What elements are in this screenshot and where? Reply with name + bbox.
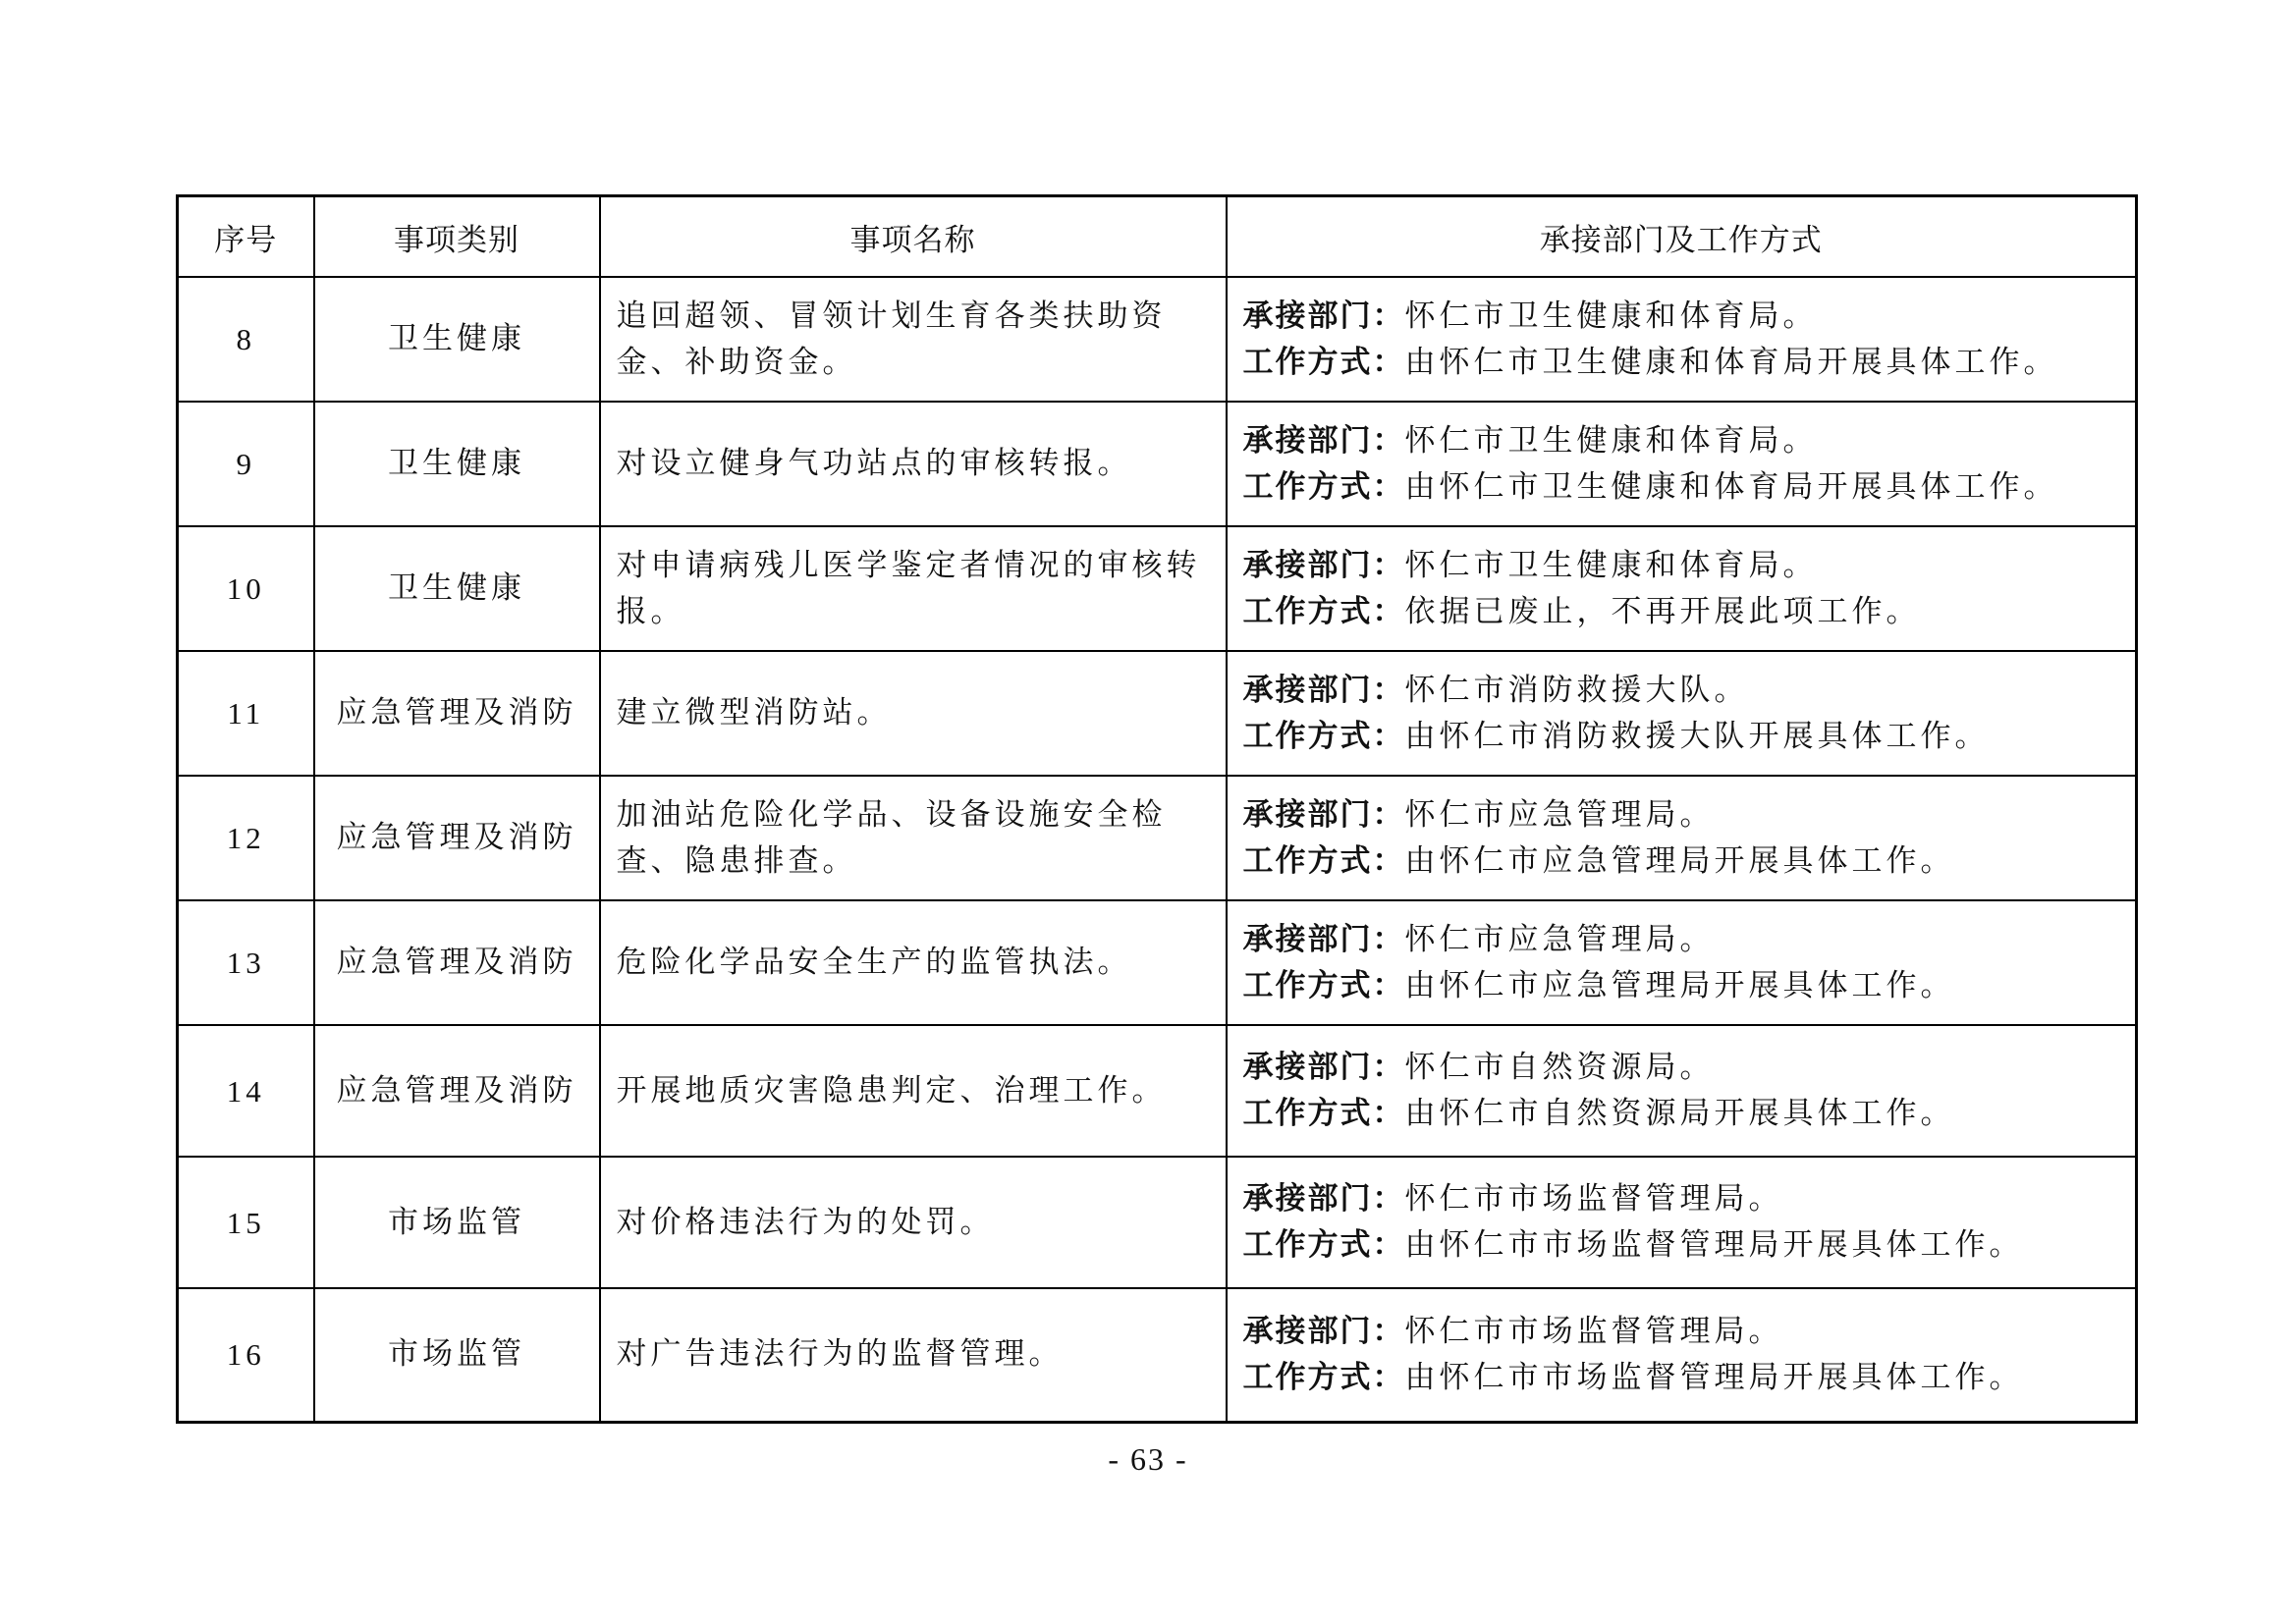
department-line <box>1243 792 2136 839</box>
department-value: 怀仁市市场监督管理局。 <box>1404 1181 1783 1217</box>
page-number: - 63 - <box>1108 1441 1188 1477</box>
method-line <box>1243 340 2136 386</box>
method-label: 工作方式： <box>1242 468 1405 505</box>
header-category: 事项类别 <box>314 196 600 278</box>
method-line <box>1243 1091 2136 1137</box>
department-line <box>1243 294 2136 340</box>
row-category: 应急管理及消防 <box>314 651 600 776</box>
row-number: 15 <box>178 1157 314 1288</box>
method-value: 由怀仁市卫生健康和体育局开展具体工作。 <box>1404 468 2058 505</box>
row-category: 应急管理及消防 <box>314 1025 600 1157</box>
method-value: 由怀仁市消防救援大队开展具体工作。 <box>1404 718 1990 754</box>
row-category: 卫生健康 <box>314 526 600 651</box>
method-line <box>1243 1355 2136 1401</box>
table-row <box>178 1288 2137 1422</box>
row-number: 11 <box>178 651 314 776</box>
method-label: 工作方式： <box>1242 344 1405 380</box>
table-row <box>178 277 2137 402</box>
row-department-method <box>1227 776 2137 900</box>
row-department-method <box>1227 402 2137 526</box>
method-line <box>1243 714 2136 760</box>
header-department-method: 承接部门及工作方式 <box>1227 196 2137 278</box>
department-label: 承接部门： <box>1242 921 1405 957</box>
items-table <box>176 194 2138 1424</box>
department-line <box>1243 543 2136 589</box>
method-value: 由怀仁市应急管理局开展具体工作。 <box>1404 842 1955 879</box>
method-value: 由怀仁市卫生健康和体育局开展具体工作。 <box>1404 344 2058 380</box>
method-label: 工作方式： <box>1242 593 1405 629</box>
row-category: 市场监管 <box>314 1157 600 1288</box>
row-department-method <box>1227 1157 2137 1288</box>
department-value: 怀仁市卫生健康和体育局。 <box>1404 298 1818 334</box>
row-category: 应急管理及消防 <box>314 776 600 900</box>
department-value: 怀仁市卫生健康和体育局。 <box>1404 547 1818 583</box>
row-number: 12 <box>178 776 314 900</box>
department-line <box>1243 1176 2136 1222</box>
department-label: 承接部门： <box>1242 1181 1405 1217</box>
header-item-name: 事项名称 <box>600 196 1227 278</box>
department-value: 怀仁市市场监督管理局。 <box>1404 1313 1783 1349</box>
department-label: 承接部门： <box>1242 672 1405 708</box>
method-value: 依据已废止，不再开展此项工作。 <box>1404 593 1921 629</box>
method-line <box>1243 839 2136 885</box>
department-label: 承接部门： <box>1242 298 1405 334</box>
method-value: 由怀仁市应急管理局开展具体工作。 <box>1404 967 1955 1003</box>
table-row <box>178 900 2137 1025</box>
row-number: 10 <box>178 526 314 651</box>
method-line <box>1243 963 2136 1009</box>
row-department-method <box>1227 651 2137 776</box>
department-value: 怀仁市自然资源局。 <box>1404 1050 1715 1085</box>
department-line <box>1243 917 2136 963</box>
row-category: 卫生健康 <box>314 277 600 402</box>
department-line <box>1243 668 2136 714</box>
table-row <box>178 651 2137 776</box>
header-number: 序号 <box>178 196 314 278</box>
table-row <box>178 1025 2137 1157</box>
method-line <box>1243 589 2136 635</box>
method-value: 由怀仁市市场监督管理局开展具体工作。 <box>1404 1359 2024 1395</box>
row-item-name: 对设立健身气功站点的审核转报。 <box>600 402 1227 526</box>
department-label: 承接部门： <box>1242 422 1405 459</box>
row-number: 8 <box>178 277 314 402</box>
row-category: 应急管理及消防 <box>314 900 600 1025</box>
method-value: 由怀仁市市场监督管理局开展具体工作。 <box>1404 1227 2024 1263</box>
table-row <box>178 1157 2137 1288</box>
table-row <box>178 776 2137 900</box>
department-label: 承接部门： <box>1242 796 1405 833</box>
department-value: 怀仁市应急管理局。 <box>1404 796 1715 833</box>
method-label: 工作方式： <box>1242 1227 1405 1263</box>
row-item-name: 对价格违法行为的处罚。 <box>600 1157 1227 1288</box>
row-item-name: 建立微型消防站。 <box>600 651 1227 776</box>
row-department-method <box>1227 1025 2137 1157</box>
method-label: 工作方式： <box>1242 842 1405 879</box>
row-number: 14 <box>178 1025 314 1157</box>
department-line <box>1243 1309 2136 1355</box>
method-label: 工作方式： <box>1242 1359 1405 1395</box>
method-value: 由怀仁市自然资源局开展具体工作。 <box>1404 1096 1955 1131</box>
row-category: 市场监管 <box>314 1288 600 1422</box>
department-label: 承接部门： <box>1242 547 1405 583</box>
row-item-name: 开展地质灾害隐患判定、治理工作。 <box>600 1025 1227 1157</box>
row-department-method <box>1227 526 2137 651</box>
method-line <box>1243 1222 2136 1269</box>
row-number: 13 <box>178 900 314 1025</box>
row-item-name: 危险化学品安全生产的监管执法。 <box>600 900 1227 1025</box>
row-department-method <box>1227 900 2137 1025</box>
department-value: 怀仁市应急管理局。 <box>1404 921 1715 957</box>
row-department-method <box>1227 277 2137 402</box>
department-label: 承接部门： <box>1242 1313 1405 1349</box>
method-label: 工作方式： <box>1242 718 1405 754</box>
row-number: 9 <box>178 402 314 526</box>
department-value: 怀仁市卫生健康和体育局。 <box>1404 422 1818 459</box>
department-label: 承接部门： <box>1242 1050 1405 1085</box>
method-label: 工作方式： <box>1242 967 1405 1003</box>
method-label: 工作方式： <box>1242 1096 1405 1131</box>
row-department-method <box>1227 1288 2137 1422</box>
table-row <box>178 526 2137 651</box>
department-line <box>1243 1045 2136 1091</box>
row-item-name: 对申请病残儿医学鉴定者情况的审核转报。 <box>600 526 1227 651</box>
row-item-name: 对广告违法行为的监督管理。 <box>600 1288 1227 1422</box>
row-category: 卫生健康 <box>314 402 600 526</box>
department-line <box>1243 418 2136 464</box>
department-value: 怀仁市消防救援大队。 <box>1404 672 1749 708</box>
table-row <box>178 402 2137 526</box>
table-header-row <box>178 196 2137 278</box>
row-item-name: 追回超领、冒领计划生育各类扶助资金、补助资金。 <box>600 277 1227 402</box>
row-number: 16 <box>178 1288 314 1422</box>
row-item-name: 加油站危险化学品、设备设施安全检查、隐患排查。 <box>600 776 1227 900</box>
method-line <box>1243 464 2136 511</box>
